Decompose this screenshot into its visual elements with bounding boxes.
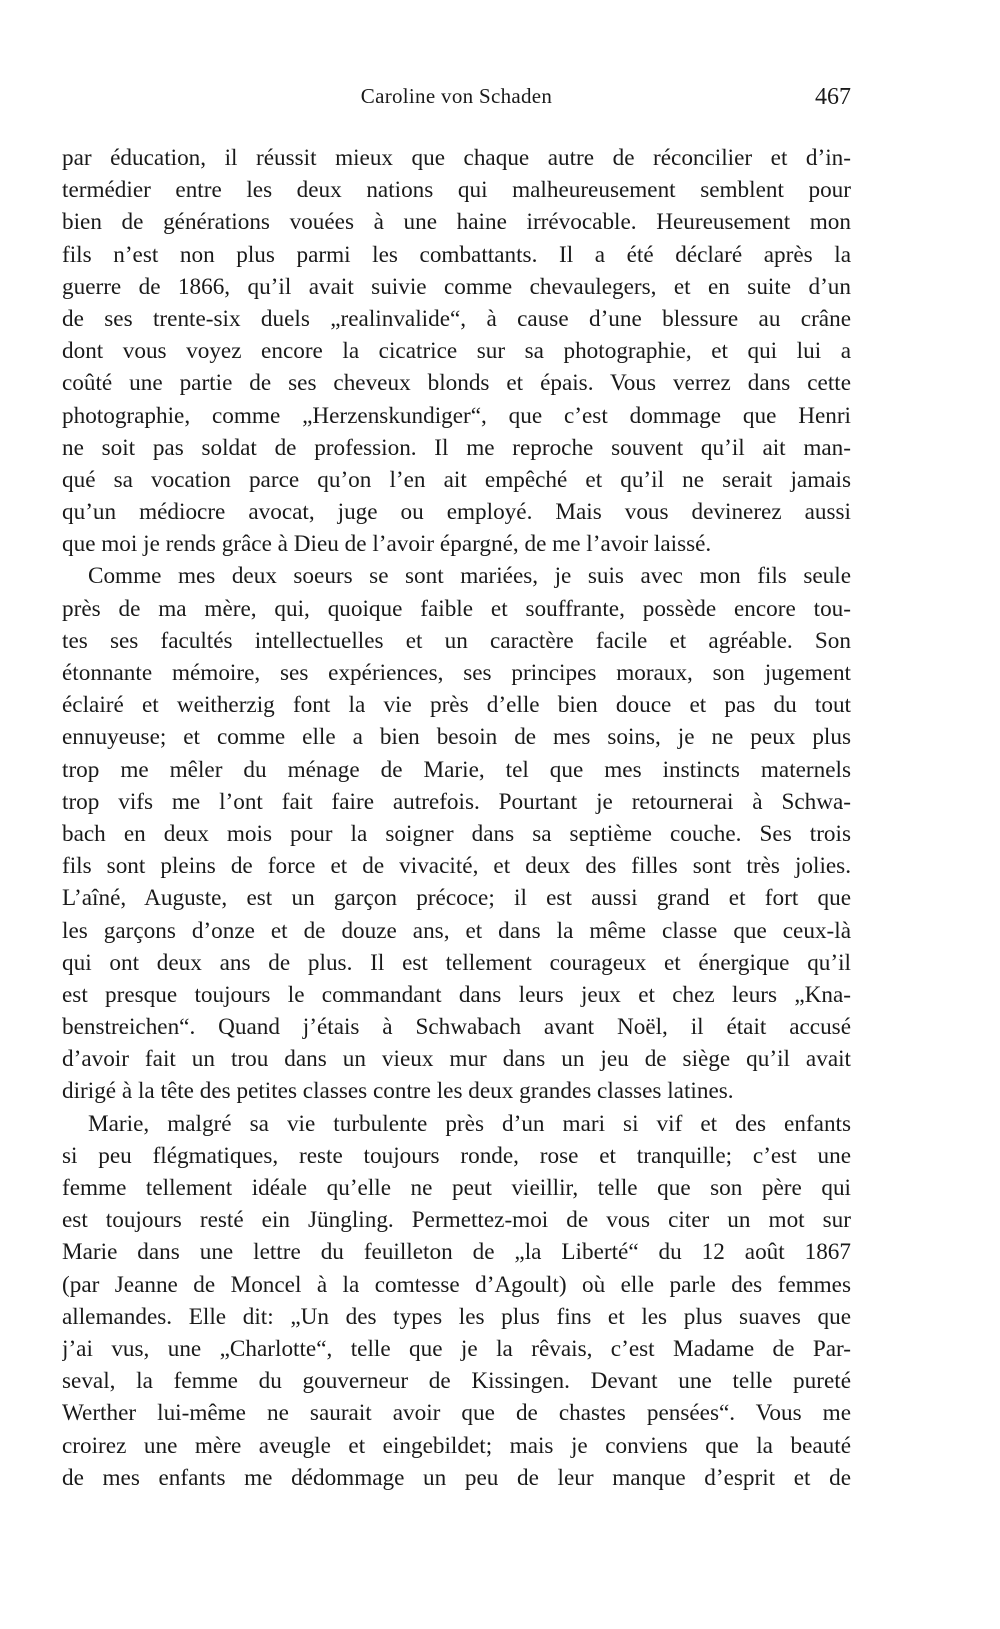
text-line: seval, la femme du gouverneur de Kissingen. Devant une telle pureté	[62, 1368, 851, 1395]
text-line: j’ai vus, une „Charlotte“, telle que je la rêvais, c’est Madame de Par-	[62, 1335, 851, 1362]
text-line: que moi je rends grâce à Dieu de l’avoir épargné, de me l’avoir laissé.	[62, 531, 712, 558]
text-line: si peu flégmatiques, reste toujours ronde, rose et tranquille; c’est une	[62, 1142, 851, 1169]
text-line: photographie, comme „Herzenskundiger“, que c’est dommage que Henri	[62, 402, 851, 429]
text-line: dont vous voyez encore la cicatrice sur sa photographie, et qui lui a	[62, 338, 851, 365]
text-line: allemandes. Elle dit: „Un des types les plus fins et les plus suaves que	[62, 1303, 851, 1330]
text-line: ne soit pas soldat de profession. Il me reproche souvent qu’il ait man-	[62, 434, 851, 461]
text-line: trop vifs me l’ont fait faire autrefois. Pourtant je retournerai à Schwa-	[62, 788, 851, 815]
text-line: Werther lui-même ne saurait avoir que de chastes pensées“. Vous me	[62, 1400, 851, 1427]
text-line: termédier entre les deux nations qui malheureusement semblent pour	[62, 177, 851, 204]
page-number: 467	[815, 84, 851, 110]
text-line: L’aîné, Auguste, est un garçon précoce; il est aussi grand et fort que	[62, 885, 851, 912]
text-line: éclairé et weitherzig font la vie près d’elle bien douce et pas du tout	[62, 692, 851, 719]
text-line: guerre de 1866, qu’il avait suivie comme chevaulegers, et en suite d’un	[62, 273, 851, 300]
text-line: fils n’est non plus parmi les combattants. Il a été déclaré après la	[62, 241, 851, 268]
body-text	[62, 142, 851, 1494]
text-line: de mes enfants me dédommage un peu de leur manque d’esprit et de	[62, 1464, 851, 1491]
running-title: Caroline von Schaden	[360, 84, 553, 108]
text-line: bach en deux mois pour la soigner dans sa septième couche. Ses trois	[62, 820, 851, 847]
text-line: Comme mes deux soeurs se sont mariées, je suis avec mon fils seule	[88, 563, 851, 590]
text-line: les garçons d’onze et de douze ans, et dans la même classe que ceux-là	[62, 917, 851, 944]
text-line: qui ont deux ans de plus. Il est tellement courageux et énergique qu’il	[62, 949, 851, 976]
text-line: tes ses facultés intellectuelles et un caractère facile et agréable. Son	[62, 627, 851, 654]
text-line: est toujours resté ein Jüngling. Permettez-moi de vous citer un mot sur	[62, 1207, 851, 1234]
text-line: est presque toujours le commandant dans leurs jeux et chez leurs „Kna-	[62, 981, 851, 1008]
text-line: Marie dans une lettre du feuilleton de „la Liberté“ du 12 août 1867	[62, 1239, 851, 1266]
text-line: près de ma mère, qui, quoique faible et souffrante, possède encore tou-	[62, 595, 851, 622]
text-line: dirigé à la tête des petites classes contre les deux grandes classes latines.	[62, 1078, 734, 1105]
text-line: qué sa vocation parce qu’on l’en ait empêché et qu’il ne serait jamais	[62, 466, 851, 493]
text-line: bien de générations vouées à une haine irrévocable. Heureusement mon	[62, 209, 851, 236]
text-line: (par Jeanne de Moncel à la comtesse d’Agoult) où elle parle des femmes	[62, 1271, 851, 1298]
text-line: qu’un médiocre avocat, juge ou employé. Mais vous devinerez aussi	[62, 499, 851, 526]
text-line: par éducation, il réussit mieux que chaque autre de réconcilier et d’in-	[62, 145, 851, 171]
text-line: Marie, malgré sa vie turbulente près d’un mari si vif et des enfants	[88, 1110, 851, 1137]
text-line: d’avoir fait un trou dans un vieux mur dans un jeu de siège qu’il avait	[62, 1046, 851, 1073]
text-line: de ses trente-six duels „realinvalide“, à cause d’une blessure au crâne	[62, 305, 851, 332]
text-line: femme tellement idéale qu’elle ne peut vieillir, telle que son père qui	[62, 1175, 851, 1201]
text-line: trop me mêler du ménage de Marie, tel que mes instincts maternels	[62, 756, 851, 783]
text-line: étonnante mémoire, ses expériences, ses principes moraux, son jugement	[62, 660, 851, 686]
text-line: croirez une mère aveugle et eingebildet; mais je conviens que la beauté	[62, 1432, 851, 1459]
text-line: ennuyeuse; et comme elle a bien besoin de mes soins, je ne peux plus	[62, 724, 851, 751]
page-header	[62, 84, 851, 114]
text-line: benstreichen“. Quand j’étais à Schwabach avant Noël, il était accusé	[62, 1014, 851, 1041]
text-line: fils sont pleins de force et de vivacité, et deux des filles sont très jolies.	[62, 853, 851, 880]
text-line: coûté une partie de ses cheveux blonds et épais. Vous verrez dans cette	[62, 370, 851, 397]
